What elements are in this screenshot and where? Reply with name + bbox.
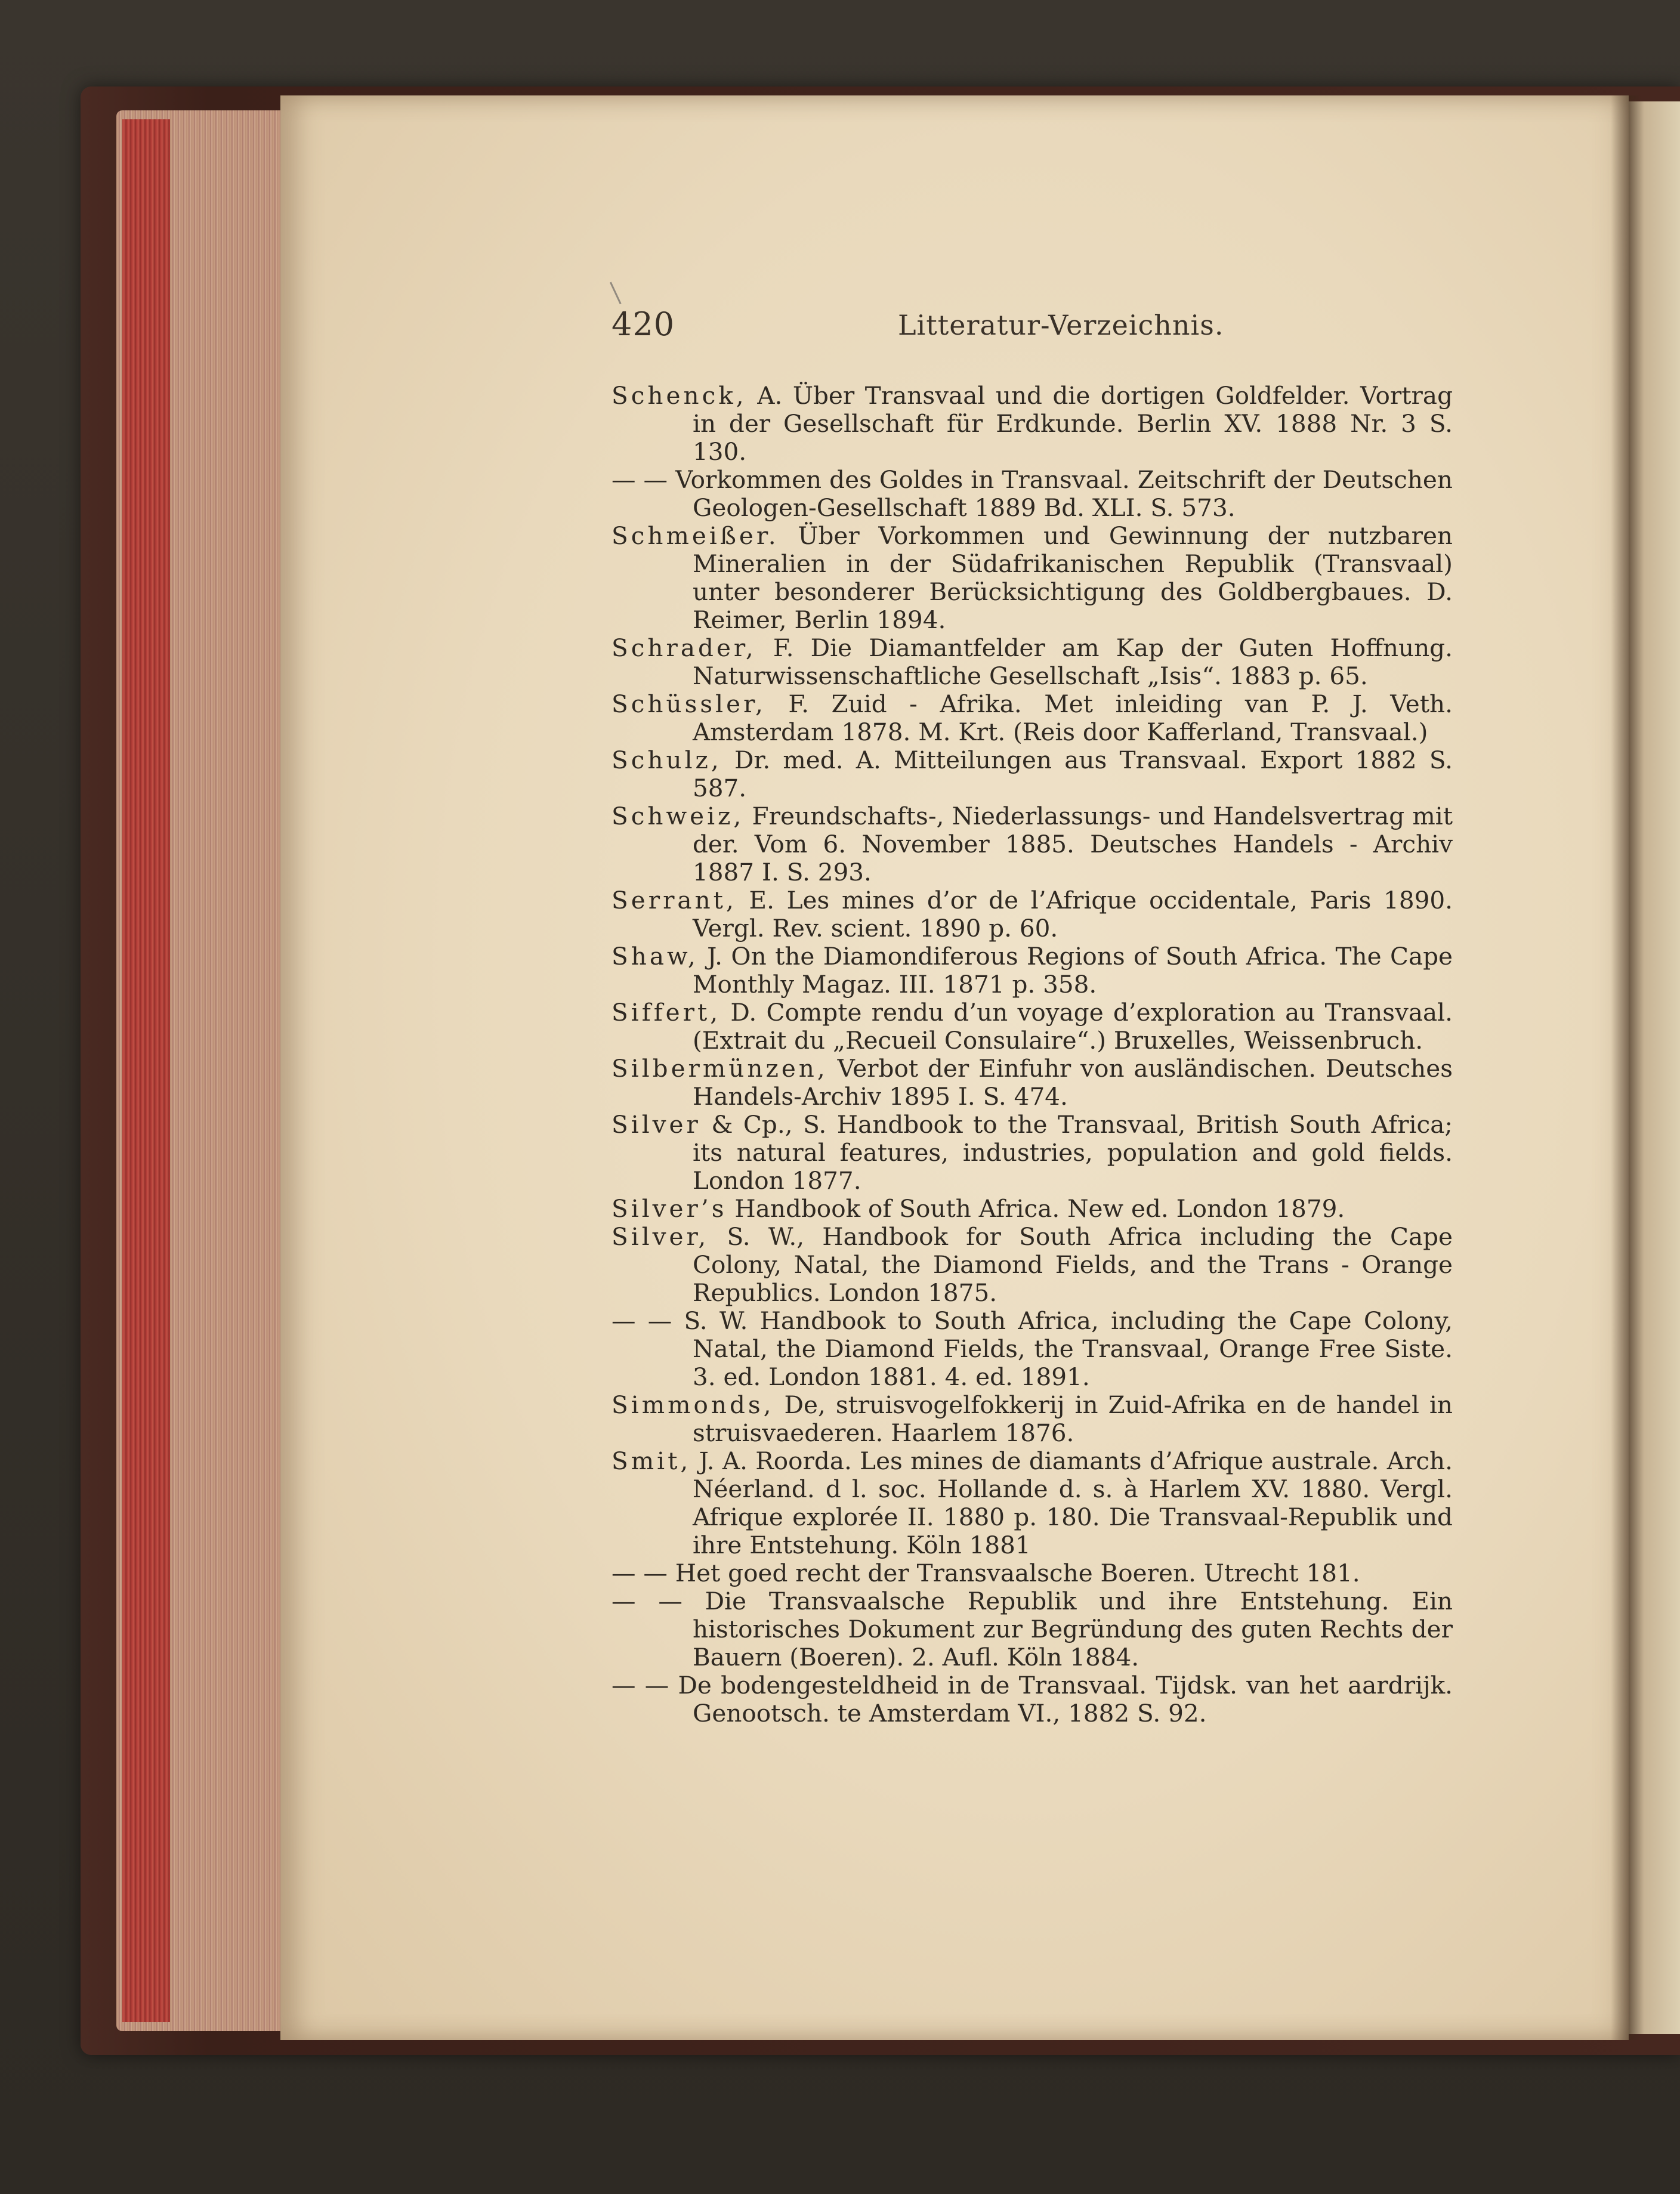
entry-text: & Cp., S. Handbook to the Transvaal, British South Africa; its natural features, industries, population and gold fields. London 1877. [693, 1110, 1453, 1195]
bibliography-entry [612, 1223, 1453, 1307]
entry-text: D. Compte rendu d’un voyage d’exploration au Transvaal. (Extrait du „Recueil Consulaire“.) Bruxelles, Weissenbruch. [693, 998, 1453, 1055]
entry-author: Silver’s [612, 1194, 727, 1223]
bibliography-entry [612, 1587, 1453, 1671]
page-header [612, 305, 1477, 353]
entry-text: — — Vorkommen des Goldes in Transvaal. Zeitschrift der Deutschen Geologen-Gesellschaft 1889 Bd. XLI. S. 573. [612, 465, 1453, 522]
bibliography-entry [612, 1671, 1453, 1728]
entry-author: Silver, [612, 1222, 709, 1251]
entry-text: S. W., Handbook for South Africa including the Cape Colony, Natal, the Diamond Fields, and the Trans - Orange Republics. London 1875. [693, 1222, 1453, 1307]
bibliography-entry [612, 1111, 1453, 1195]
entry-text: E. Les mines d’or de l’Afrique occidentale, Paris 1890. Vergl. Rev. scient. 1890 p. 60. [693, 886, 1453, 943]
next-page-sliver [1629, 101, 1680, 2034]
running-title: Litteratur-Verzeichnis. [898, 309, 1224, 341]
entry-author: Schmeißer. [612, 521, 779, 550]
bibliography-entry [612, 746, 1453, 802]
entry-text: — — Het goed recht der Transvaalsche Boeren. Utrecht 181. [612, 1559, 1360, 1587]
entry-text: — — S. W. Handbook to South Africa, including the Cape Colony, Natal, the Diamond Fields, the Transvaal, Orange Free Siste. 3. ed. London 1881. 4. ed. 1891. [612, 1306, 1453, 1391]
entry-text: F. Zuid - Afrika. Met inleiding van P. J. Veth. Amsterdam 1878. M. Krt. (Reis door Kafferland, Transvaal.) [693, 690, 1453, 746]
bibliography-entry [612, 802, 1453, 886]
entry-text: Dr. med. A. Mitteilungen aus Transvaal. Export 1882 S. 587. [693, 746, 1453, 802]
bibliography-entry [612, 999, 1453, 1055]
bibliography-entry [612, 690, 1453, 746]
entry-author: Schenck, [612, 381, 747, 410]
entry-text: J. On the Diamondiferous Regions of South Africa. The Cape Monthly Magaz. III. 1871 p. 358. [693, 942, 1453, 999]
entry-text: J. A. Roorda. Les mines de diamants d’Afrique australe. Arch. Néerland. d l. soc. Hollande d. s. à Harlem XV. 1880. Vergl. Afrique explorée II. 1880 p. 180. Die Transvaal-Republik und ihre Entstehung. Köln 1881 [691, 1447, 1453, 1559]
entry-author: Schüssler, [612, 690, 766, 718]
red-page-edges [122, 119, 170, 2022]
entry-author: Schweiz, [612, 802, 745, 830]
bibliography-entry [612, 634, 1453, 690]
bibliography-entry [612, 1447, 1453, 1559]
page-number: 420 [612, 305, 675, 343]
entry-author: Serrant, [612, 886, 737, 914]
bibliography-entry [612, 1195, 1453, 1223]
entry-author: Schrader, [612, 634, 756, 662]
entry-author: Silver [612, 1110, 701, 1139]
entry-author: Silbermünzen, [612, 1054, 828, 1083]
bibliography-entry [612, 1055, 1453, 1111]
entry-text: De, struisvogelfokkerij in Zuid-Afrika en de handel in struisvaederen. Haarlem 1876. [693, 1390, 1453, 1447]
bibliography-entry [612, 943, 1453, 999]
entry-author: Schulz, [612, 746, 722, 774]
bibliography-list [612, 382, 1453, 1728]
bibliography-entry [612, 1307, 1453, 1391]
entry-text: Über Vorkommen und Gewinnung der nutzbaren Mineralien in der Südafrikanischen Republik (Transvaal) unter besonderer Berücksichtigung des Goldbergbaues. D. Reimer, Berlin 1894. [693, 521, 1453, 634]
entry-author: Siffert, [612, 998, 721, 1027]
bibliography-entry [612, 1559, 1453, 1587]
bibliography-entry [612, 466, 1453, 522]
entry-text: — — De bodengesteldheid in de Transvaal. Tijdsk. van het aardrijk. Genootsch. te Amsterdam VI., 1882 S. 92. [612, 1671, 1453, 1728]
bibliography-entry [612, 886, 1453, 943]
bibliography-entry [612, 522, 1453, 634]
entry-text: Freundschafts-, Niederlassungs- und Handelsvertrag mit der. Vom 6. November 1885. Deutsches Handels - Archiv 1887 I. S. 293. [693, 802, 1453, 886]
entry-text: Verbot der Einfuhr von ausländischen. Deutsches Handels-Archiv 1895 I. S. 474. [693, 1054, 1453, 1111]
entry-text: Handbook of South Africa. New ed. London 1879. [727, 1194, 1345, 1223]
entry-text: F. Die Diamantfelder am Kap der Guten Hoffnung. Naturwissenschaftliche Gesellschaft „Isis“. 1883 p. 65. [693, 634, 1453, 690]
entry-text: — — Die Transvaalsche Republik und ihre Entstehung. Ein historisches Dokument zur Begründung des guten Rechts der Bauern (Boeren). 2. Aufl. Köln 1884. [612, 1587, 1453, 1671]
bibliography-entry [612, 382, 1453, 466]
entry-author: Smit, [612, 1447, 691, 1475]
entry-text: A. Über Transvaal und die dortigen Goldfelder. Vortrag in der Gesellschaft für Erdkunde. Berlin XV. 1888 Nr. 3 S. 130. [693, 381, 1453, 466]
entry-author: Shaw, [612, 942, 699, 971]
entry-author: Simmonds, [612, 1390, 774, 1419]
bibliography-entry [612, 1391, 1453, 1447]
